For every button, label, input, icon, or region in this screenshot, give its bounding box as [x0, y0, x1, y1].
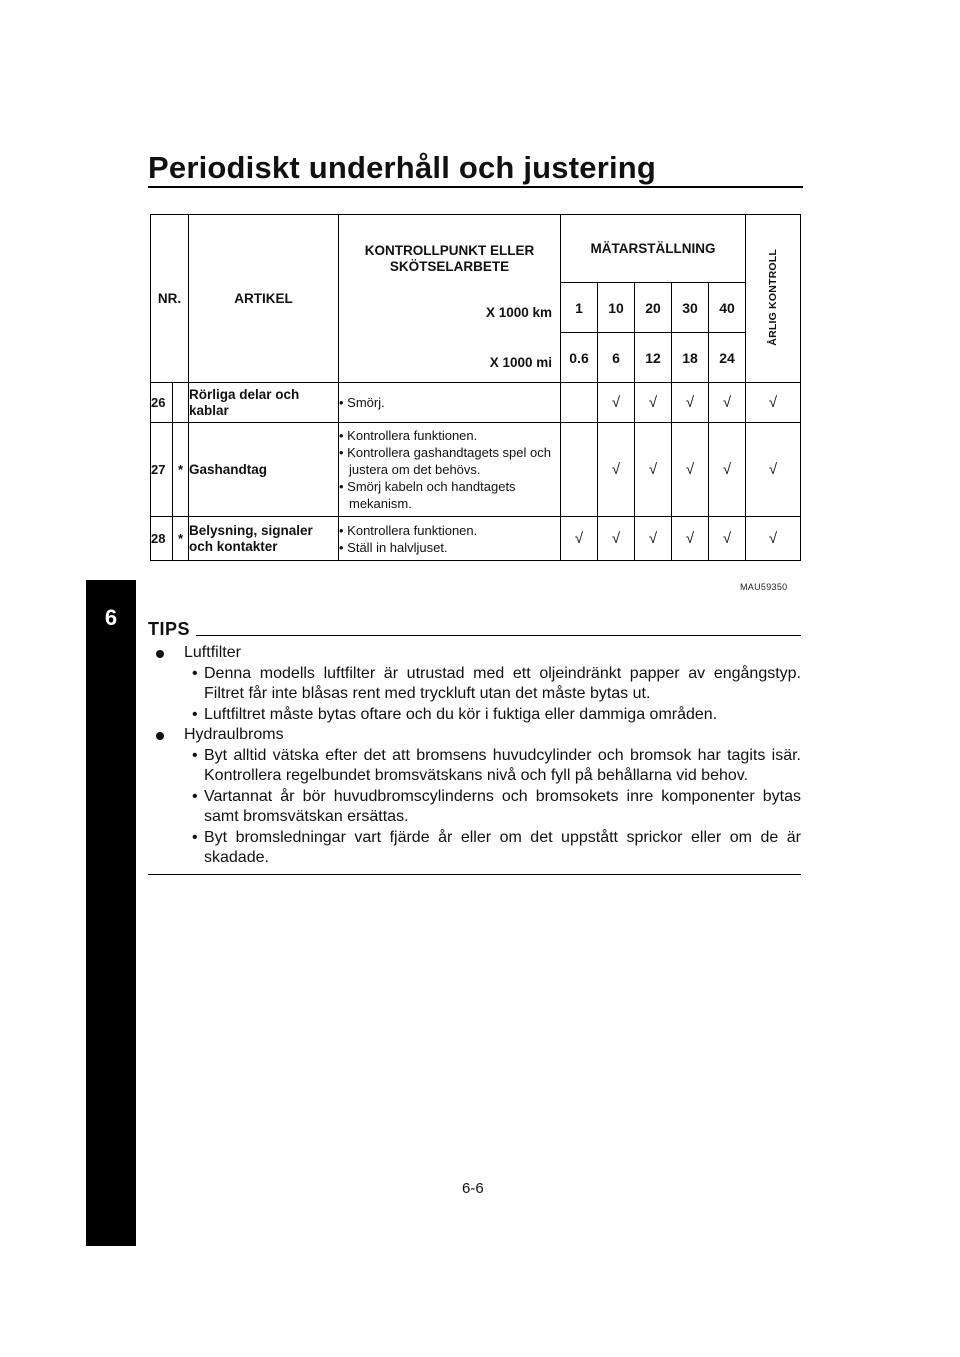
check-cell: √ [672, 383, 709, 423]
work-item: • Kontrollera gashandtagets spel och justera om det behövs. [339, 444, 560, 478]
tips-item-hydraulbroms [148, 725, 801, 746]
title-rule [148, 186, 803, 188]
chapter-tab-number: 6 [104, 605, 118, 630]
check-cell: √ [672, 423, 709, 517]
tips-sub-item [148, 828, 801, 869]
tips-item-luftfilter [148, 643, 801, 664]
tips-sub-text: Denna modells luftfilter är utrustad med ett oljeindränkt papper av engångstyp. Filtret får inte blåsas rent med tryckluft utan det måste bytas ut. [204, 664, 801, 702]
col-matar-header: MÄTARSTÄLLNING [561, 215, 746, 283]
maintenance-table [150, 214, 801, 561]
tips-rule-bottom [148, 874, 801, 875]
check-cell: √ [709, 517, 746, 561]
col-kontroll-header [339, 215, 561, 383]
km-value: 30 [672, 283, 709, 333]
kontroll-title: KONTROLLPUNKT ELLER SKÖTSELARBETE [364, 243, 535, 274]
tips-sub-text: Vartannat år bör huvudbromscylinderns och bromsokets inre komponenter bytas samt bromsvätskan ersättas. [204, 787, 801, 825]
row-star [173, 383, 189, 423]
check-cell: √ [561, 517, 598, 561]
document-code: MAU59350 [740, 582, 788, 592]
row-nr: 27 [151, 423, 173, 517]
check-cell: √ [598, 423, 635, 517]
mi-value: 12 [635, 333, 672, 383]
bullet-icon: • [192, 828, 198, 846]
row-work [339, 423, 561, 517]
page-number: 6-6 [462, 1180, 484, 1197]
work-item: • Smörj kabeln och handtagets mekanism. [339, 478, 560, 512]
check-cell: √ [709, 423, 746, 517]
check-cell: √ [635, 517, 672, 561]
mi-value: 0.6 [561, 333, 598, 383]
bullet-dot-icon [156, 732, 164, 740]
mi-value: 24 [709, 333, 746, 383]
col-artikel-header: ARTIKEL [189, 215, 339, 383]
tips-item-title: Luftfilter [184, 644, 241, 661]
bullet-icon: • [192, 787, 198, 805]
tips-sub-text: Luftfiltret måste bytas oftare och du kör i fuktiga eller dammiga områden. [204, 705, 718, 723]
row-nr: 28 [151, 517, 173, 561]
table-row [151, 423, 801, 517]
chapter-tab [86, 580, 136, 1246]
mi-label: X 1000 mi [489, 355, 552, 370]
km-value: 1 [561, 283, 598, 333]
check-cell [561, 423, 598, 517]
arlig-label: ÅRLIG KONTROLL [767, 248, 780, 346]
row-star: * [173, 423, 189, 517]
check-cell: √ [672, 517, 709, 561]
check-cell: √ [746, 423, 801, 517]
header-row-1 [151, 215, 801, 283]
work-item: • Kontrollera funktionen. [339, 427, 560, 444]
tips-item-title: Hydraulbroms [184, 726, 284, 743]
work-item: • Ställ in halvljuset. [339, 539, 560, 556]
row-star: * [173, 517, 189, 561]
check-cell: √ [746, 383, 801, 423]
row-nr: 26 [151, 383, 173, 423]
row-work [339, 517, 561, 561]
bullet-dot-icon [156, 650, 164, 658]
check-cell: √ [598, 517, 635, 561]
bullet-icon: • [192, 705, 198, 723]
tips-sub-text: Byt alltid vätska efter det att bromsens huvudcylinder och bromsok har tagits isär. Kontrollera regelbundet bromsvätskans nivå och fyll på behållarna vid behov. [204, 746, 801, 784]
page-title: Periodiskt underhåll och justering [148, 150, 657, 185]
tips-sub-item [148, 705, 801, 726]
check-cell: √ [598, 383, 635, 423]
tips-sub-item [148, 746, 801, 787]
row-artikel: Rörliga delar och kablar [189, 383, 339, 423]
bullet-icon: • [192, 664, 198, 682]
mi-value: 6 [598, 333, 635, 383]
tips-body [148, 643, 801, 869]
tips-sub-text: Byt bromsledningar vart fjärde år eller om det uppstått sprickor eller om de är skadade. [204, 828, 801, 866]
km-value: 20 [635, 283, 672, 333]
col-nr-header: NR. [151, 215, 189, 383]
check-cell: √ [635, 423, 672, 517]
check-cell: √ [635, 383, 672, 423]
work-item: • Kontrollera funktionen. [339, 522, 560, 539]
row-work [339, 383, 561, 423]
work-item: • Smörj. [339, 394, 560, 411]
row-artikel: Belysning, signaler och kontakter [189, 517, 339, 561]
tips-sub-item [148, 664, 801, 705]
check-cell: √ [709, 383, 746, 423]
km-label: X 1000 km [485, 305, 552, 320]
table-row [151, 383, 801, 423]
km-value: 40 [709, 283, 746, 333]
row-artikel: Gashandtag [189, 423, 339, 517]
bullet-icon: • [192, 746, 198, 764]
mi-value: 18 [672, 333, 709, 383]
tips-sub-item [148, 787, 801, 828]
col-arlig-header [746, 215, 801, 383]
check-cell: √ [746, 517, 801, 561]
tips-rule-top [196, 635, 801, 636]
tips-label: TIPS [148, 619, 191, 639]
table-row [151, 517, 801, 561]
km-value: 10 [598, 283, 635, 333]
check-cell [561, 383, 598, 423]
